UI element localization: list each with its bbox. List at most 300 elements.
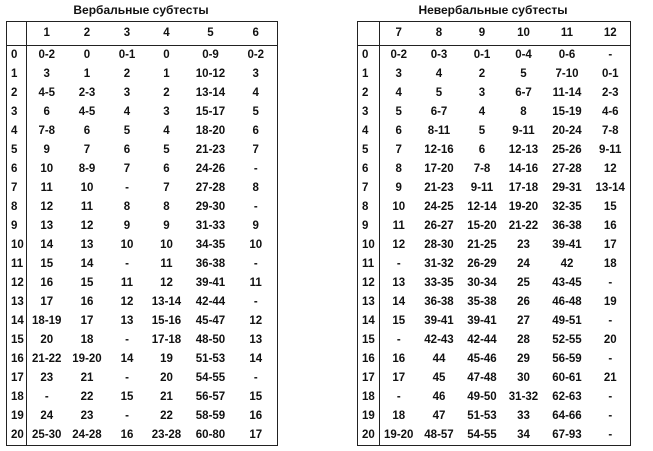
table-cell: 7-8 [473,163,491,175]
table-cell: 21-23 [424,182,454,194]
table-cell: 15-19 [552,106,582,118]
column-header: 8 [418,22,461,46]
table-cell: 8 [520,106,527,118]
table-cell: 19-20 [384,429,414,441]
table-cell: 29-30 [195,201,226,213]
table-cell: 9-11 [599,144,622,156]
column-header: 11 [544,22,591,46]
row-label: 16 [7,350,27,369]
table-cell: 42 [560,258,574,270]
table-cell: 16 [603,220,617,232]
table-cell: - [608,315,613,327]
table-cell: - [608,353,613,365]
table-cell: 4-5 [78,106,96,118]
column-header: 1 [27,22,67,46]
table-cell: 7 [395,144,402,156]
table-cell: - [396,391,401,403]
table-cell: 27 [517,315,530,327]
table-row [7,141,278,160]
table-cell: 7 [163,182,170,194]
row-label: 4 [358,122,380,141]
row-label: 11 [7,255,27,274]
table-cell: 29 [517,353,530,365]
table-row [358,426,631,446]
table-header-row [358,22,631,46]
table-cell: 6 [123,144,131,156]
table-cell: 9 [163,220,170,232]
table-cell: 34 [517,429,530,441]
table-cell: 16 [120,429,134,441]
table-cell: - [253,163,258,175]
table-cell: 39-41 [552,239,582,251]
row-label: 9 [7,217,27,236]
table-cell: 0-4 [515,49,532,61]
table-cell: 5 [520,68,527,80]
table-cell: 12 [40,201,54,213]
table-cell: 30-34 [467,277,497,289]
table-cell: 20 [603,334,617,346]
table-cell: 19 [160,353,173,365]
table-cell: 24-28 [72,429,102,441]
row-label: 5 [358,141,380,160]
table-row [7,198,278,217]
table-cell: - [125,372,129,384]
row-label: 2 [358,84,380,103]
table-cell: 4 [395,87,402,99]
table-cell: 11-14 [552,87,582,99]
table-cell: 54-55 [467,429,497,441]
row-label: 10 [7,236,27,255]
table-cell: 8 [163,201,170,213]
table-cell: 13 [392,277,406,289]
table-cell: 4 [252,87,259,99]
table-cell: 42-44 [467,334,497,346]
column-header: 3 [108,22,147,46]
table-cell: 24-26 [195,163,226,175]
table-row [7,255,278,274]
table-cell: 54-55 [195,372,226,384]
table-cell: 17-20 [424,163,454,175]
table-cell: 24-25 [424,201,454,213]
table-cell: 6 [83,125,91,137]
column-header: 12 [591,22,631,46]
verbal-subtests-title: Вербальные субтесты [73,3,209,17]
row-label: 2 [7,84,27,103]
table-cell: 5 [435,87,443,99]
table-cell: 15 [392,315,406,327]
table-cell: 9 [43,144,50,156]
table-row [358,331,631,350]
table-cell: 19-20 [508,201,539,213]
table-cell: - [608,277,613,289]
verbal-subtests-table [6,21,278,446]
table-cell: 7-8 [38,125,56,137]
table-cell: 9-11 [470,182,494,194]
row-label: 1 [7,65,27,84]
table-cell: - [125,258,129,270]
table-cell: 10 [40,163,54,175]
table-cell: 12 [603,163,617,175]
nonverbal-subtests-table [357,21,631,446]
row-label: 7 [358,179,380,198]
table-cell: 22 [80,391,94,403]
table-cell: 19 [603,296,617,308]
row-label: 7 [7,179,27,198]
table-cell: 58-59 [195,410,226,422]
table-cell: 51-53 [195,353,226,365]
table-cell: 16 [80,296,94,308]
table-cell: 42-44 [195,296,226,308]
table-cell: 36-38 [552,220,582,232]
table-cell: 26-27 [424,220,454,232]
table-cell: 39-41 [195,277,226,289]
table-cell: 24 [517,258,530,270]
table-cell: 31-33 [195,220,226,232]
table-cell: 17 [40,296,54,308]
table-cell: 12-13 [508,144,539,156]
table-cell: 45 [432,372,446,384]
table-cell: 4 [163,125,170,137]
table-cell: 23 [80,410,94,422]
table-header-row [7,22,278,46]
table-cell: 21 [160,391,173,403]
table-cell: 4-5 [38,87,56,99]
table-row [7,331,278,350]
row-label: 8 [7,198,27,217]
table-cell: 11 [249,277,262,289]
table-cell: 8-11 [427,125,451,137]
row-label: 12 [7,274,27,293]
table-cell: 25-26 [552,144,582,156]
table-cell: 1 [163,68,170,80]
table-cell: 6 [43,106,50,118]
table-cell: 12 [120,296,134,308]
table-cell: 21-22 [508,220,539,232]
table-row [7,388,278,407]
column-header: 10 [504,22,544,46]
table-cell: 10 [80,182,94,194]
table-cell: 14-16 [508,163,539,175]
table-cell: 36-38 [424,296,454,308]
row-label: 18 [358,388,380,407]
table-cell: 3 [163,106,170,118]
table-row [358,369,631,388]
table-cell: 47 [432,410,446,422]
table-cell: 9 [123,220,131,232]
corner-cell [7,22,27,46]
table-cell: 11 [80,201,94,213]
table-cell: 8-9 [78,163,96,175]
table-cell: 19-20 [72,353,102,365]
table-row [358,293,631,312]
table-cell: 56-57 [195,391,226,403]
table-cell: 13-14 [195,87,226,99]
table-cell: 10 [120,239,134,251]
table-cell: 2-3 [601,87,619,99]
table-cell: 11 [40,182,53,194]
row-label: 19 [358,407,380,426]
table-cell: 22 [160,410,173,422]
table-cell: 49-50 [467,391,497,403]
table-cell: 21 [80,372,94,384]
table-cell: 6 [395,125,402,137]
table-cell: 17 [80,315,94,327]
table-cell: 23 [40,372,54,384]
table-row [358,103,631,122]
table-cell: - [125,182,129,194]
table-row [7,217,278,236]
table-cell: 45-47 [195,315,226,327]
row-label: 3 [7,103,27,122]
table-cell: 21-23 [195,144,226,156]
table-cell: - [396,334,401,346]
table-cell: 0-1 [473,49,491,61]
table-cell: 7 [252,144,259,156]
table-cell: 15 [603,201,617,213]
table-cell: 33-35 [424,277,454,289]
table-cell: 12 [392,239,406,251]
row-label: 0 [7,46,27,66]
table-cell: 3 [395,68,402,80]
table-cell: 12 [80,220,94,232]
table-cell: 47-48 [467,372,497,384]
row-label: 0 [358,46,380,66]
table-row [358,198,631,217]
table-cell: 3 [252,68,259,80]
table-row [358,122,631,141]
table-cell: 0 [163,49,170,61]
table-cell: 14 [249,353,263,365]
table-cell: 67-93 [552,429,582,441]
table-cell: 3 [43,68,50,80]
table-row [7,274,278,293]
table-cell: 13 [40,220,54,232]
table-cell: 60-61 [552,372,582,384]
row-label: 4 [7,122,27,141]
table-row [7,46,278,66]
table-cell: 28-30 [424,239,454,251]
table-cell: 39-41 [424,315,454,327]
table-cell: 7 [83,144,91,156]
table-cell: 17-18 [151,334,182,346]
table-row [7,122,278,141]
table-cell: 3 [123,87,131,99]
table-cell: - [608,429,613,441]
table-row [7,84,278,103]
table-cell: 14 [40,239,54,251]
table-cell: 14 [80,258,94,270]
table-cell: 15 [80,277,94,289]
column-header: 7 [380,22,418,46]
table-cell: 9 [395,182,402,194]
table-cell: 4-6 [601,106,619,118]
table-cell: 30 [517,372,530,384]
row-label: 20 [7,426,27,446]
table-cell: 21-25 [467,239,497,251]
table-row [358,141,631,160]
table-cell: 34-35 [195,239,226,251]
row-label: 13 [7,293,27,312]
row-label: 6 [358,160,380,179]
table-cell: 42-43 [424,334,454,346]
table-cell: 11 [120,277,134,289]
table-cell: 5 [395,106,402,118]
table-cell: 11 [160,258,173,270]
row-label: 18 [7,388,27,407]
table-cell: 1 [83,68,91,80]
table-row [358,255,631,274]
table-row [358,312,631,331]
table-cell: 2-3 [78,87,96,99]
table-cell: 13-14 [595,182,625,194]
table-cell: 0 [83,49,91,61]
table-cell: 31-32 [508,391,539,403]
table-row [7,160,278,179]
table-cell: 0-2 [38,49,56,61]
column-header: 6 [235,22,278,46]
table-cell: 18 [603,258,617,270]
row-label: 11 [358,255,380,274]
table-cell: 0-1 [601,68,619,80]
row-label: 9 [358,217,380,236]
table-cell: 5 [123,125,131,137]
row-label: 12 [358,274,380,293]
table-cell: 15 [120,391,134,403]
row-label: 3 [358,103,380,122]
column-header: 9 [461,22,504,46]
table-cell: 18-19 [32,315,62,327]
table-cell: 10-12 [195,68,226,80]
table-cell: 27-28 [552,163,582,175]
table-cell: 18 [80,334,94,346]
table-cell: 35-38 [467,296,497,308]
table-cell: 62-63 [552,391,582,403]
row-label: 10 [358,236,380,255]
table-cell: - [125,334,129,346]
table-cell: 0-1 [118,49,136,61]
table-cell: - [253,372,258,384]
table-row [358,160,631,179]
table-cell: 0-9 [202,49,219,61]
row-label: 14 [7,312,27,331]
nonverbal-subtests-title: Невербальные субтесты [418,3,568,17]
table-cell: 23 [517,239,530,251]
table-cell: 8 [252,182,259,194]
table-cell: 17 [249,429,263,441]
table-cell: 6 [478,144,486,156]
row-label: 17 [7,369,27,388]
table-row [358,407,631,426]
table-cell: 46 [432,391,446,403]
table-cell: 48-50 [195,334,226,346]
table-cell: 5 [163,144,170,156]
row-label: 19 [7,407,27,426]
table-cell: 5 [252,106,259,118]
table-cell: 52-55 [552,334,582,346]
table-cell: 44 [432,353,446,365]
table-row [358,65,631,84]
table-row [358,388,631,407]
table-row [358,236,631,255]
column-header: 4 [147,22,187,46]
table-cell: - [253,296,258,308]
table-cell: 4 [123,106,131,118]
table-cell: 15-16 [151,315,182,327]
table-cell: 28 [517,334,530,346]
table-cell: 18-20 [195,125,226,137]
table-cell: 16 [392,353,406,365]
table-cell: 16 [40,277,54,289]
table-cell: 26 [517,296,530,308]
table-cell: 12 [249,315,263,327]
corner-cell [358,22,380,46]
row-label: 1 [358,65,380,84]
table-cell: 15 [249,391,263,403]
table-cell: 18 [392,410,406,422]
table-cell: 15-20 [467,220,497,232]
table-cell: 4 [478,106,486,118]
table-cell: 7-10 [555,68,579,80]
table-cell: 10 [392,201,406,213]
table-cell: 12-16 [424,144,454,156]
table-cell: 2 [163,87,170,99]
table-cell: 32-35 [552,201,582,213]
table-row [7,293,278,312]
table-row [7,426,278,446]
table-row [7,407,278,426]
table-cell: 14 [392,296,406,308]
table-cell: - [608,410,613,422]
row-label: 14 [358,312,380,331]
table-cell: 2 [123,68,131,80]
table-cell: 27-28 [195,182,226,194]
table-cell: 0-6 [558,49,576,61]
table-cell: 6-7 [430,106,448,118]
table-cell: - [608,49,613,61]
table-cell: 13 [249,334,263,346]
table-cell: 7 [123,163,131,175]
table-cell: 9 [252,220,259,232]
table-cell: 20 [160,372,173,384]
table-cell: 6-7 [515,87,532,99]
row-label: 16 [358,350,380,369]
table-row [7,350,278,369]
table-row [358,179,631,198]
table-cell: 5 [478,125,486,137]
table-row [7,312,278,331]
table-cell: 15 [40,258,54,270]
table-row [358,350,631,369]
table-cell: 29-31 [552,182,582,194]
table-row [7,65,278,84]
table-cell: 43-45 [552,277,582,289]
table-cell: 8 [123,201,131,213]
row-label: 6 [7,160,27,179]
table-cell: 0-3 [430,49,448,61]
table-cell: 6 [163,163,170,175]
row-label: 8 [358,198,380,217]
table-cell: 17 [392,372,406,384]
table-cell: 21-22 [32,353,62,365]
table-cell: 20 [40,334,54,346]
table-cell: 11 [392,220,405,232]
table-row [7,179,278,198]
table-cell: 17-18 [508,182,539,194]
table-cell: 48-57 [424,429,454,441]
table-cell: 51-53 [467,410,497,422]
table-cell: 13-14 [151,296,182,308]
row-label: 15 [7,331,27,350]
